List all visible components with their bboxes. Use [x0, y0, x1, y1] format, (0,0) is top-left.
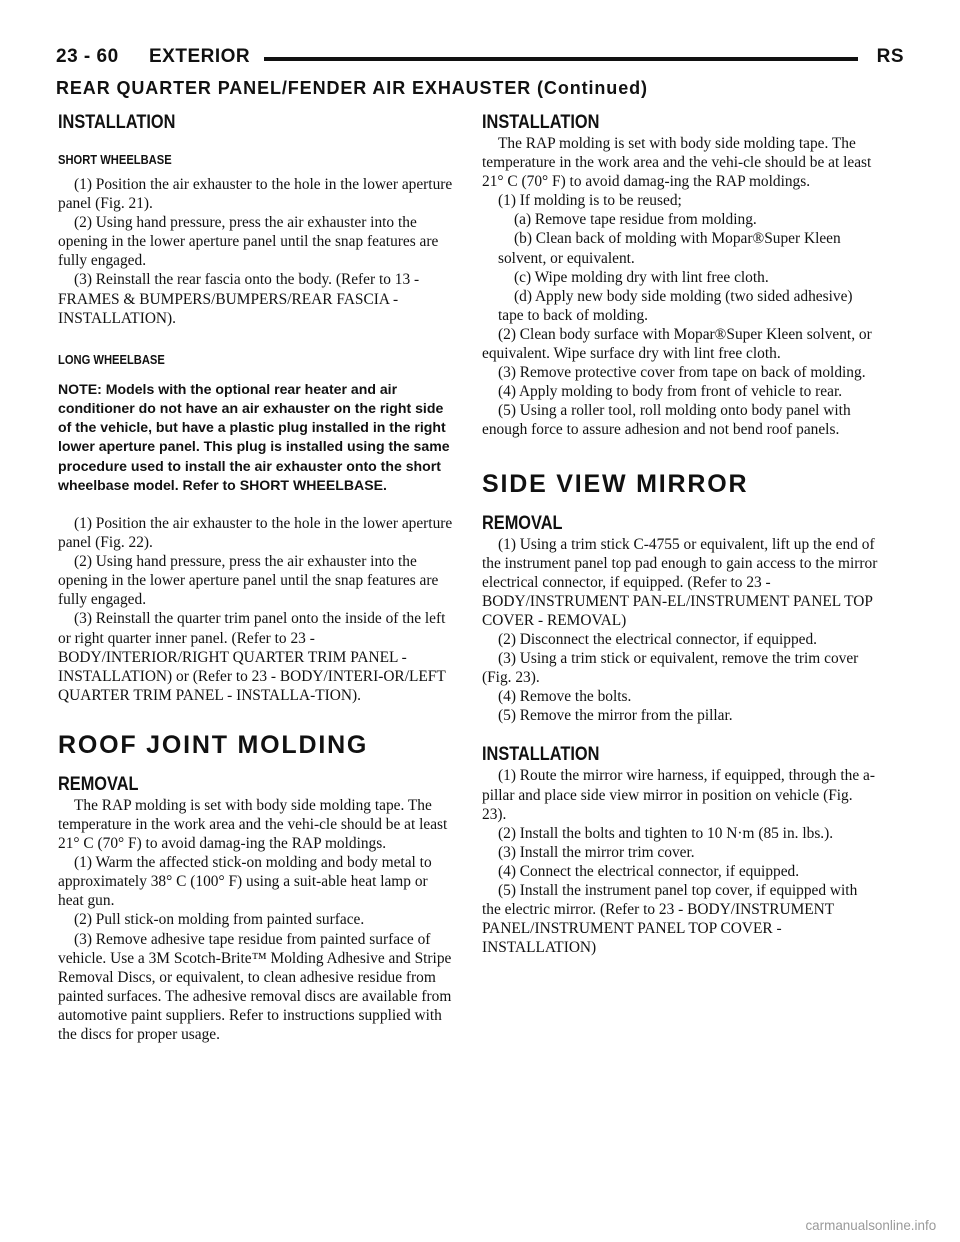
- page-number: 23 - 60: [56, 46, 119, 67]
- step: (3) Install the mirror trim cover.: [498, 843, 695, 861]
- step: (3) Reinstall the quarter trim panel onto the inside of the left or right quarter inner panel. (Refer to 23 - BODY/INTERIOR/RIGHT QUARTER TRIM PANEL - INSTALLATION) or (Refer to 23 - BODY/INTERI-OR/LEFT QUARTER TRIM PANEL - INSTALLA-TION).: [58, 610, 446, 704]
- removal-heading: REMOVAL: [482, 512, 563, 534]
- sub-step: (b) Clean back of molding with Mopar®Super Kleen solvent, or equivalent.: [498, 230, 841, 267]
- left-column: [58, 112, 454, 1044]
- step: (2) Install the bolts and tighten to 10 N·m (85 in. lbs.).: [498, 824, 834, 842]
- step: (3) Remove adhesive tape residue from painted surface of vehicle. Use a 3M Scotch-Brite™ Molding Adhesive and Stripe Removal Discs, or equivalent, to clean adhesive residue from painted surfaces. The adhesive removal discs are available from automotive paint suppliers. Refer to instructions supplied with the discs for proper usage.: [58, 930, 452, 1044]
- step: (3) Reinstall the rear fascia onto the body. (Refer to 13 - FRAMES & BUMPERS/BUMPERS/REAR FASCIA - INSTALLATION).: [58, 271, 420, 327]
- watermark: carmanualsonline.info: [805, 1217, 936, 1233]
- step: (5) Install the instrument panel top cover, if equipped with the electric mirror. (Refer to 23 - BODY/INSTRUMENT PANEL/INSTRUMENT PANEL TOP COVER - INSTALLATION): [482, 882, 858, 957]
- right-column: [482, 112, 878, 957]
- step: (2) Using hand pressure, press the air exhauster into the opening in the lower aperture panel until the snap features are fully engaged.: [58, 553, 439, 609]
- sub-step: (a) Remove tape residue from molding.: [514, 211, 757, 229]
- step: (2) Using hand pressure, press the air exhauster into the opening in the lower aperture panel until the snap features are fully engaged.: [58, 214, 439, 270]
- section-name: EXTERIOR: [149, 46, 251, 67]
- step: (1) Route the mirror wire harness, if equipped, through the a-pillar and place side view mirror in position on vehicle (Fig. 23).: [482, 767, 875, 823]
- model-code: RS: [876, 46, 904, 67]
- step: (1) Position the air exhauster to the hole in the lower aperture panel (Fig. 22).: [58, 514, 453, 552]
- step: (4) Connect the electrical connector, if equipped.: [498, 862, 800, 880]
- step: (4) Remove the bolts.: [498, 688, 632, 706]
- step: (5) Using a roller tool, roll molding onto body panel with enough force to assure adhesion and not bend roof panels.: [482, 402, 851, 439]
- long-wheelbase-heading: LONG WHEELBASE: [58, 351, 165, 367]
- sub-step: (c) Wipe molding dry with lint free cloth.: [514, 268, 769, 286]
- note: NOTE: Models with the optional rear heater and air conditioner do not have an air exhauster on the right side of the vehicle, but have a plastic plug installed in the right lower aperture panel. This plug is installed using the same procedure used to install the air exhauster onto the short wheelbase model. Refer to SHORT WHEELBASE.: [58, 380, 450, 493]
- installation-heading: INSTALLATION: [482, 112, 600, 133]
- step: (1) Position the air exhauster to the hole in the lower aperture panel (Fig. 21).: [58, 176, 453, 213]
- roof-joint-molding-title: ROOF JOINT MOLDING: [58, 730, 369, 759]
- installation-heading: INSTALLATION: [58, 112, 176, 133]
- header-rule: [264, 57, 858, 61]
- sub-step: (d) Apply new body side molding (two sided adhesive) tape to back of molding.: [498, 287, 853, 324]
- step: (2) Pull stick-on molding from painted surface.: [74, 911, 365, 929]
- step: (1) Using a trim stick C-4755 or equivalent, lift up the end of the instrument panel top pad enough to gain access to the mirror electrical connector, if equipped. (Refer to 23 - BODY/INSTRUMENT PAN-EL/INSTRUMENT PANEL TOP COVER - REMOVAL): [482, 535, 878, 629]
- side-view-mirror-title: SIDE VIEW MIRROR: [482, 469, 749, 498]
- removal-heading: REMOVAL: [58, 773, 139, 795]
- short-wheelbase-heading: SHORT WHEELBASE: [58, 152, 172, 167]
- step: (1) Warm the affected stick-on molding and body metal to approximately 38° C (100° F) using a suit-able heat lamp or heat gun.: [58, 854, 432, 910]
- page-header: [56, 44, 904, 74]
- step: (3) Remove protective cover from tape on back of molding.: [498, 364, 866, 382]
- step: (3) Using a trim stick or equivalent, remove the trim cover (Fig. 23).: [482, 650, 859, 687]
- running-title: REAR QUARTER PANEL/FENDER AIR EXHAUSTER (Continued): [56, 78, 648, 98]
- installation-heading: INSTALLATION: [482, 744, 600, 766]
- step: (1) If molding is to be reused;: [498, 192, 682, 210]
- step: (2) Clean body surface with Mopar®Super Kleen solvent, or equivalent. Wipe surface dry with lint free cloth.: [482, 325, 872, 363]
- intro-paragraph: The RAP molding is set with body side molding tape. The temperature in the work area and the vehi-cle should be at least 21° C (70° F) to avoid damag-ing the RAP moldings.: [58, 796, 448, 853]
- step: (5) Remove the mirror from the pillar.: [498, 707, 733, 725]
- intro-paragraph: The RAP molding is set with body side molding tape. The temperature in the work area and the vehi-cle should be at least 21° C (70° F) to avoid damag-ing the RAP moldings.: [482, 135, 872, 191]
- step: (4) Apply molding to body from front of vehicle to rear.: [498, 383, 843, 401]
- step: (2) Disconnect the electrical connector, if equipped.: [498, 630, 818, 648]
